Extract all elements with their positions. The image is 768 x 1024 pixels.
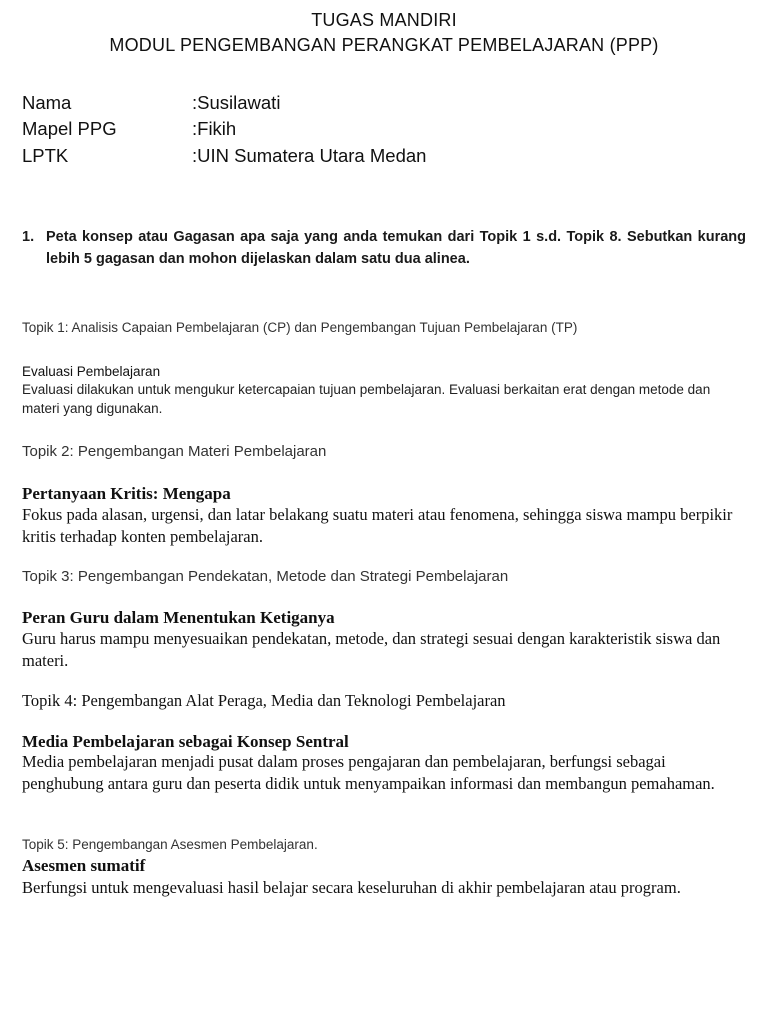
topic-2-heading: Pertanyaan Kritis: Mengapa [22,484,231,503]
topic-4-heading: Media Pembelajaran sebagai Konsep Sentral [22,732,349,751]
document-title: TUGAS MANDIRI [311,10,457,30]
topic-2-title: Topik 2: Pengembangan Materi Pembelajaran [22,443,327,460]
identity-label-mapel: Mapel PPG [22,118,117,139]
topic-5-body: Berfungsi untuk mengevaluasi hasil belajar secara keseluruhan di akhir pembelajaran atau program. [22,878,681,897]
topic-4-body: Media pembelajaran menjadi pusat dalam proses pengajaran dan pembelajaran, berfungsi sebagai penghubung antara guru dan peserta didik untuk menyampaikan informasi dan membangun pemahaman. [22,752,715,793]
topic-2-body: Fokus pada alasan, urgensi, dan latar belakang suatu materi atau fenomena, sehingga siswa mampu berpikir kritis terhadap konten pembelajaran. [22,505,733,546]
question-text: Peta konsep atau Gagasan apa saja yang anda temukan dari Topik 1 s.d. Topik 8. Sebutkan kurang lebih 5 gagasan dan mohon dijelaskan dalam satu dua alinea. [46,229,746,267]
topic-4-title: Topik 4: Pengembangan Alat Peraga, Media dan Teknologi Pembelajaran [22,691,506,710]
document-subtitle: MODUL PENGEMBANGAN PERANGKAT PEMBELAJARAN (PPP) [109,35,659,55]
identity-value-mapel: :Fikih [192,118,237,139]
topic-1-title: Topik 1: Analisis Capaian Pembelajaran (CP) dan Pengembangan Tujuan Pembelajaran (TP) [22,320,578,335]
topic-3-heading: Peran Guru dalam Menentukan Ketiganya [22,608,335,627]
topic-3-title: Topik 3: Pengembangan Pendekatan, Metode dan Strategi Pembelajaran [22,568,509,585]
identity-value-lptk: :UIN Sumatera Utara Medan [192,145,427,166]
topic-5-heading: Asesmen sumatif [22,856,146,875]
identity-label-lptk: LPTK [22,145,69,166]
topic-3-body: Guru harus mampu menyesuaikan pendekatan, metode, dan strategi sesuai dengan karakteristik siswa dan materi. [22,629,721,670]
topic-5-title: Topik 5: Pengembangan Asesmen Pembelajaran. [22,837,318,852]
question-number: 1. [22,229,35,245]
identity-value-nama: :Susilawati [192,92,281,113]
topic-1-heading: Evaluasi Pembelajaran [22,364,161,379]
identity-label-nama: Nama [22,92,72,113]
topic-1-body: Evaluasi dilakukan untuk mengukur ketercapaian tujuan pembelajaran. Evaluasi berkaitan erat dengan metode dan materi yang digunakan. [22,382,711,416]
